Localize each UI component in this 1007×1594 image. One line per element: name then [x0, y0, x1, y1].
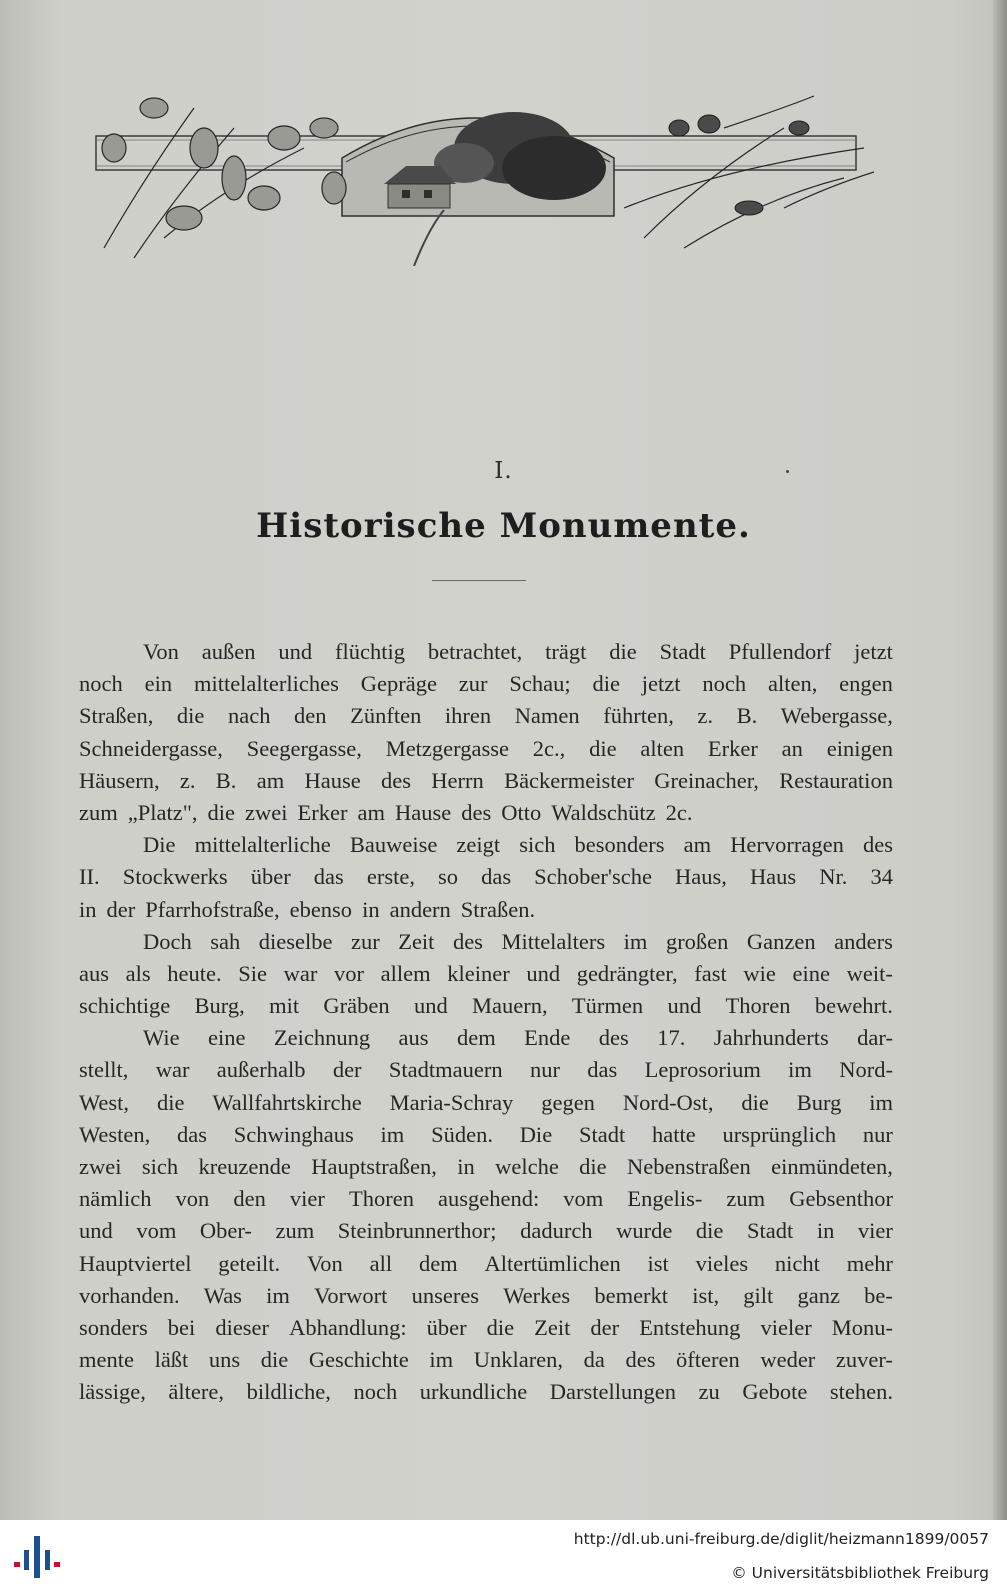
- text-line: in der Pfarrhofstraße, ebenso in andern Straßen.: [79, 896, 536, 922]
- text-line: sonders bei dieser Abhandlung: über die Zeit der Entstehung vieler Monu-: [79, 1314, 893, 1340]
- text-line: Häusern, z. B. am Hause des Herrn Bäckermeister Greinacher, Restauration: [79, 767, 893, 793]
- text-line: und vom Ober- zum Steinbrunnerthor; dadurch wurde die Stadt in vier: [79, 1218, 893, 1244]
- text-line: stellt, war außerhalb der Stadtmauern nur das Leprosorium im Nord-: [79, 1057, 893, 1083]
- text-line: II. Stockwerks über das erste, so das Schober'sche Haus, Haus Nr. 34: [79, 864, 893, 890]
- copyright-notice: © Universitätsbibliothek Freiburg: [731, 1564, 989, 1582]
- text-line: Von außen und flüchtig betrachtet, trägt die Stadt Pfullendorf jetzt: [143, 639, 893, 664]
- footer-bar: [0, 1520, 1007, 1594]
- chapter-title: Historische Monumente.: [256, 506, 751, 546]
- text-line: aus als heute. Sie war vor allem kleiner und gedrängter, fast wie eine weit-: [79, 960, 893, 986]
- landscape-vignette-illustration: [84, 88, 874, 266]
- ub-freiburg-logo-icon: [12, 1532, 62, 1582]
- text-line: mente läßt uns die Geschichte im Unklaren, da des öfteren weder zuver-: [79, 1347, 893, 1373]
- text-line: Schneidergasse, Seegergasse, Metzgergasse 2c., die alten Erker an einigen: [79, 735, 893, 761]
- text-line: Straßen, die nach den Zünften ihren Namen führten, z. B. Webergasse,: [79, 703, 893, 729]
- text-line: noch ein mittelalterliches Gepräge zur Schau; die jetzt noch alten, engen: [79, 671, 893, 697]
- text-line: Wie eine Zeichnung aus dem Ende des 17. Jahrhunderts dar-: [143, 1025, 893, 1051]
- text-line: schichtige Burg, mit Gräben und Mauern, Türmen und Thoren bewehrt.: [79, 993, 893, 1019]
- text-line: zum „Platz", die zwei Erker am Hause des Otto Waldschütz 2c.: [79, 799, 693, 825]
- source-url-link[interactable]: http://dl.ub.uni-freiburg.de/diglit/heizmann1899/0057: [573, 1530, 989, 1548]
- text-line: zwei sich kreuzende Hauptstraßen, in welche die Nebenstraßen einmündeten,: [79, 1154, 893, 1179]
- text-line: Die mittelalterliche Bauweise zeigt sich besonders am Hervorragen des: [143, 832, 893, 858]
- text-line: West, die Wallfahrtskirche Maria-Schray gegen Nord-Ost, die Burg im: [79, 1089, 893, 1115]
- text-line: Westen, das Schwinghaus im Süden. Die Stadt hatte ursprünglich nur: [79, 1121, 893, 1147]
- stray-mark: [786, 470, 789, 473]
- text-line: Doch sah dieselbe zur Zeit des Mittelalters im großen Ganzen anders: [143, 928, 893, 954]
- text-line: nämlich von den vier Thoren ausgehend: vom Engelis- zum Gebsenthor: [79, 1186, 893, 1212]
- body-text: [79, 636, 893, 1409]
- page-edge: [993, 0, 1007, 1520]
- text-line: Hauptviertel geteilt. Von all dem Altertümlichen ist vieles nicht mehr: [79, 1250, 893, 1276]
- chapter-number: I.: [494, 458, 513, 484]
- text-line: vorhanden. Was im Vorwort unseres Werkes bemerkt ist, gilt ganz be-: [79, 1282, 893, 1308]
- text-line: lässige, ältere, bildliche, noch urkundliche Darstellungen zu Gebote stehen.: [79, 1379, 893, 1405]
- title-divider: [432, 580, 526, 581]
